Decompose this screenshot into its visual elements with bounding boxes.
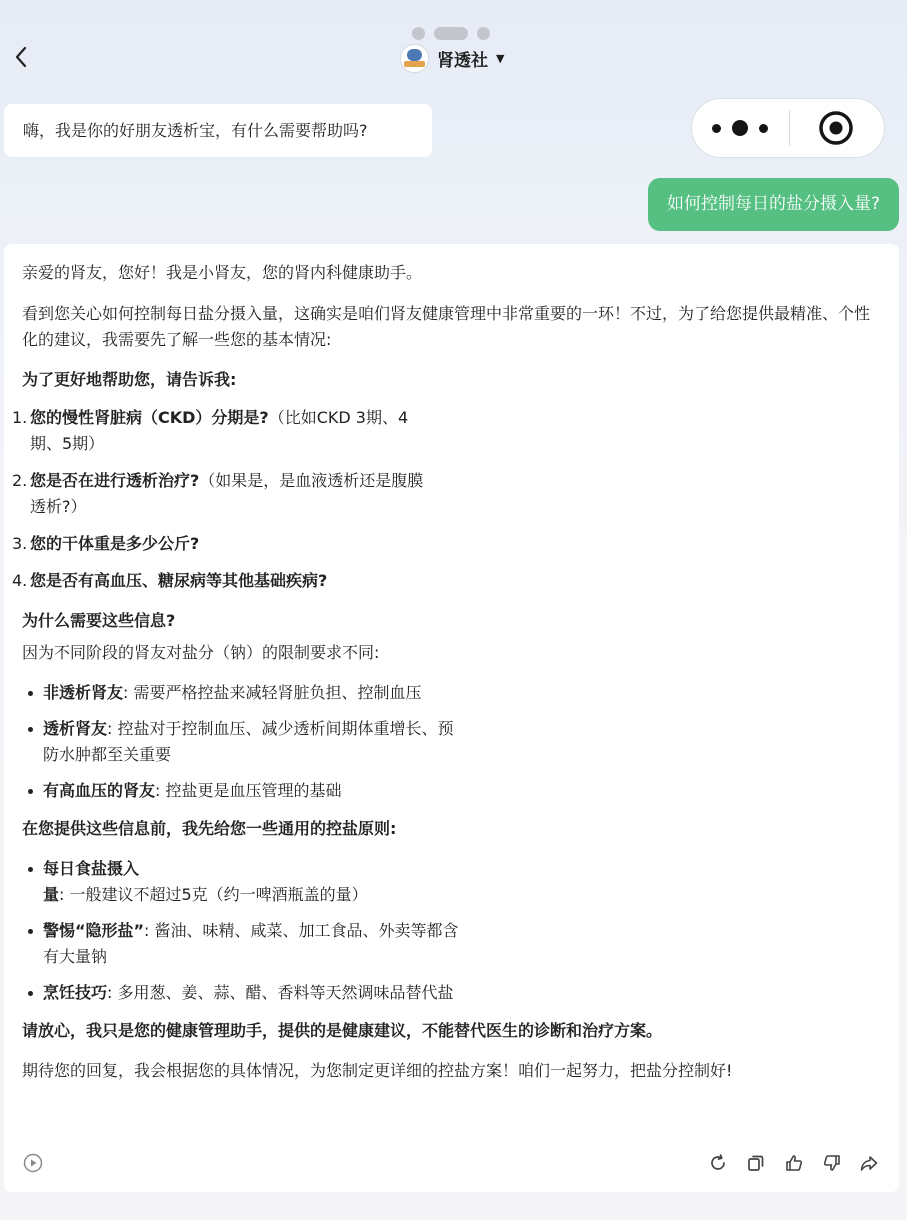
page-indicator xyxy=(412,27,490,40)
answer-body: 看到您关心如何控制每日盐分摄入量，这确实是咱们肾友健康管理中非常重要的一环！不过，为了给您提供最精准、个性化的建议，我需要先了解一些您的基本情况: xyxy=(22,304,871,349)
item-bold: 每日食盐摄入量 xyxy=(43,859,140,904)
item-rest: : 需要严格控盐来减轻肾脏负担、控制血压 xyxy=(123,683,422,702)
caret-down-icon: ▼ xyxy=(496,51,505,65)
play-circle-icon xyxy=(23,1153,43,1173)
refresh-icon xyxy=(708,1153,728,1173)
item-bold: 警惕“隐形盐” xyxy=(43,921,145,940)
list-item xyxy=(12,568,430,594)
list-item xyxy=(22,918,463,970)
item-rest: : 酱油、味精、咸菜、加工食品、外卖等都含有大量钠 xyxy=(43,921,459,966)
greeting-text: 嗨，我是你的好朋友透析宝，有什么需要帮助吗? xyxy=(23,121,368,140)
item-bold: 透析肾友 xyxy=(43,719,108,738)
copy-button[interactable] xyxy=(745,1152,767,1174)
more-dots-icon xyxy=(712,124,721,133)
question-bold: 您是否在进行透析治疗? xyxy=(30,471,200,490)
mini-program-capsule xyxy=(691,98,885,158)
page-dot xyxy=(477,27,490,40)
answer-intro: 亲爱的肾友，您好！我是小肾友，您的肾内科健康助手。 xyxy=(22,263,423,282)
chat-title-text: 肾透社 xyxy=(437,50,488,71)
chat-title[interactable] xyxy=(400,43,504,73)
list-number: 4. xyxy=(12,571,28,590)
principles-heading: 在您提供这些信息前，我先给您一些通用的控盐原则: xyxy=(22,819,397,838)
chevron-left-icon xyxy=(14,46,28,68)
copy-icon xyxy=(746,1153,766,1173)
why-heading: 为什么需要这些信息? xyxy=(22,611,176,630)
avatar xyxy=(400,44,429,73)
dislike-button[interactable] xyxy=(821,1152,843,1174)
item-rest: : 控盐对于控制血压、减少透析间期体重增长、预防水肿都至关重要 xyxy=(43,719,454,764)
list-number: 3. xyxy=(12,534,28,553)
question-bold: 您的慢性肾脏病（CKD）分期是? xyxy=(30,408,269,427)
item-rest: : 一般建议不超过5克（约一啤酒瓶盖的量） xyxy=(59,885,368,904)
user-message-text: 如何控制每日的盐分摄入量? xyxy=(666,194,880,214)
share-icon xyxy=(859,1153,879,1173)
item-bold: 非透析肾友 xyxy=(43,683,124,702)
list-item xyxy=(22,856,463,908)
assistant-answer-card xyxy=(4,244,899,1192)
item-bold: 有高血压的肾友 xyxy=(43,781,156,800)
closing: 期待您的回复，我会根据您的具体情况，为您制定更详细的控盐方案！咱们一起努力，把盐分控制好! xyxy=(22,1061,733,1080)
page-dot xyxy=(412,27,425,40)
list-item xyxy=(12,531,430,557)
close-button[interactable] xyxy=(818,110,854,146)
list-item xyxy=(12,468,430,520)
item-rest: : 控盐更是血压管理的基础 xyxy=(155,781,342,800)
assistant-greeting xyxy=(4,104,432,157)
capsule-divider xyxy=(789,110,790,146)
question-rest: （比如CKD 3期、4期、5期） xyxy=(30,408,409,453)
question-rest: （如果是，是血液透析还是腹膜透析?） xyxy=(30,471,424,516)
list-item xyxy=(12,405,430,457)
thumbs-up-icon xyxy=(784,1153,804,1173)
thumbs-down-icon xyxy=(822,1153,842,1173)
list-number: 1. xyxy=(12,408,28,427)
list-item xyxy=(22,680,463,706)
answer-actions xyxy=(4,1152,899,1176)
target-circle-icon xyxy=(818,110,854,146)
why-text: 因为不同阶段的肾友对盐分（钠）的限制要求不同: xyxy=(22,643,380,662)
ask-heading: 为了更好地帮助您，请告诉我: xyxy=(22,370,237,389)
question-bold: 您的干体重是多少公斤? xyxy=(30,534,200,553)
page-dot-active xyxy=(434,27,468,40)
regenerate-button[interactable] xyxy=(707,1152,729,1174)
list-item xyxy=(22,716,463,768)
principles-list xyxy=(22,856,881,1006)
disclaimer: 请放心，我只是您的健康管理助手，提供的是健康建议，不能替代医生的诊断和治疗方案。 xyxy=(22,1021,663,1040)
share-button[interactable] xyxy=(858,1152,880,1174)
list-item xyxy=(22,980,463,1006)
like-button[interactable] xyxy=(783,1152,805,1174)
user-message-bubble xyxy=(648,178,899,231)
back-button[interactable] xyxy=(6,42,36,72)
question-bold: 您是否有高血压、糖尿病等其他基础疾病? xyxy=(30,571,328,590)
item-rest: : 多用葱、姜、蒜、醋、香料等天然调味品替代盐 xyxy=(107,983,454,1002)
item-bold: 烹饪技巧 xyxy=(43,983,108,1002)
list-item xyxy=(22,778,463,804)
list-number: 2. xyxy=(12,471,28,490)
more-button[interactable] xyxy=(712,117,768,139)
why-list xyxy=(22,680,881,804)
play-button[interactable] xyxy=(22,1152,44,1174)
question-list xyxy=(12,405,881,594)
